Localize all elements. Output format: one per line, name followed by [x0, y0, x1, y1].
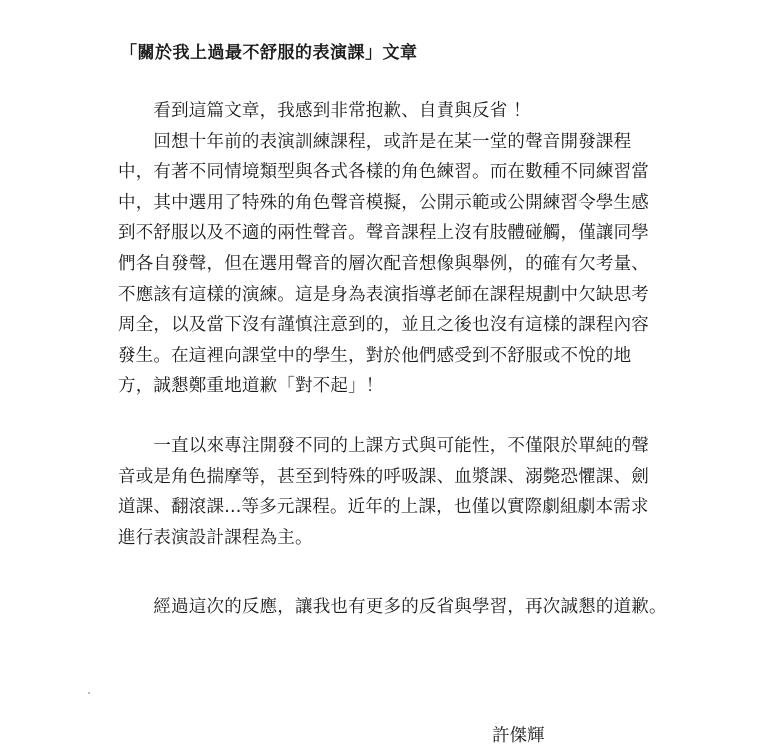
text-line: 周全，以及當下沒有謹慎注意到的，並且之後也沒有這樣的課程內容 — [118, 315, 649, 336]
scan-speck — [88, 692, 90, 694]
paragraph-apology — [118, 96, 649, 402]
text-line: 看到這篇文章，我感到非常抱歉、自責與反省 ！ — [118, 101, 531, 121]
text-line: 們各自發聲，但在選用聲音的層次配音想像與舉例，的確有欠考量、 — [118, 253, 649, 274]
text-line: 音或是角色揣摩等，甚至到特殊的呼吸課、血漿課、溺斃恐懼課、劍 — [118, 466, 649, 487]
text-line: 回想十年前的表演訓練課程，或許是在某一堂的聲音開發課程 — [118, 131, 632, 152]
text-line: 一直以來專注開發不同的上課方式與可能性，不僅限於單純的聲 — [118, 436, 649, 456]
text-line: 方，誠懇鄭重地道歉「對不起」！ — [118, 376, 384, 397]
paragraph-closing — [118, 592, 667, 623]
text-line: 到不舒服以及不適的兩性聲音。聲音課程上沒有肢體碰觸，僅讓同學 — [118, 223, 649, 244]
text-line: 道課、翻滾課...等多元課程。近年的上課，也僅以實際劇組劇本需求 — [118, 497, 649, 518]
text-line: 進行表演設計課程為主。 — [118, 527, 313, 548]
paragraph-courses — [118, 431, 649, 553]
text-line: 發生。在這裡向課堂中的學生，對於他們感受到不舒服或不悅的地 — [118, 345, 632, 366]
signature: 許傑輝 — [492, 726, 545, 746]
text-line: 中，有著不同情境類型與各式各樣的角色練習。而在數種不同練習當 — [118, 162, 649, 183]
text-line: 經過這次的反應，讓我也有更多的反省與學習，再次誠懇的道歉。 — [118, 597, 667, 617]
document-title: 「關於我上過最不舒服的表演課」文章 — [120, 43, 418, 63]
text-line: 不應該有這樣的演練。這是身為表演指導老師在課程規劃中欠缺思考 — [118, 284, 649, 305]
text-line: 中，其中選用了特殊的角色聲音模擬，公開示範或公開練習令學生感 — [118, 192, 649, 213]
